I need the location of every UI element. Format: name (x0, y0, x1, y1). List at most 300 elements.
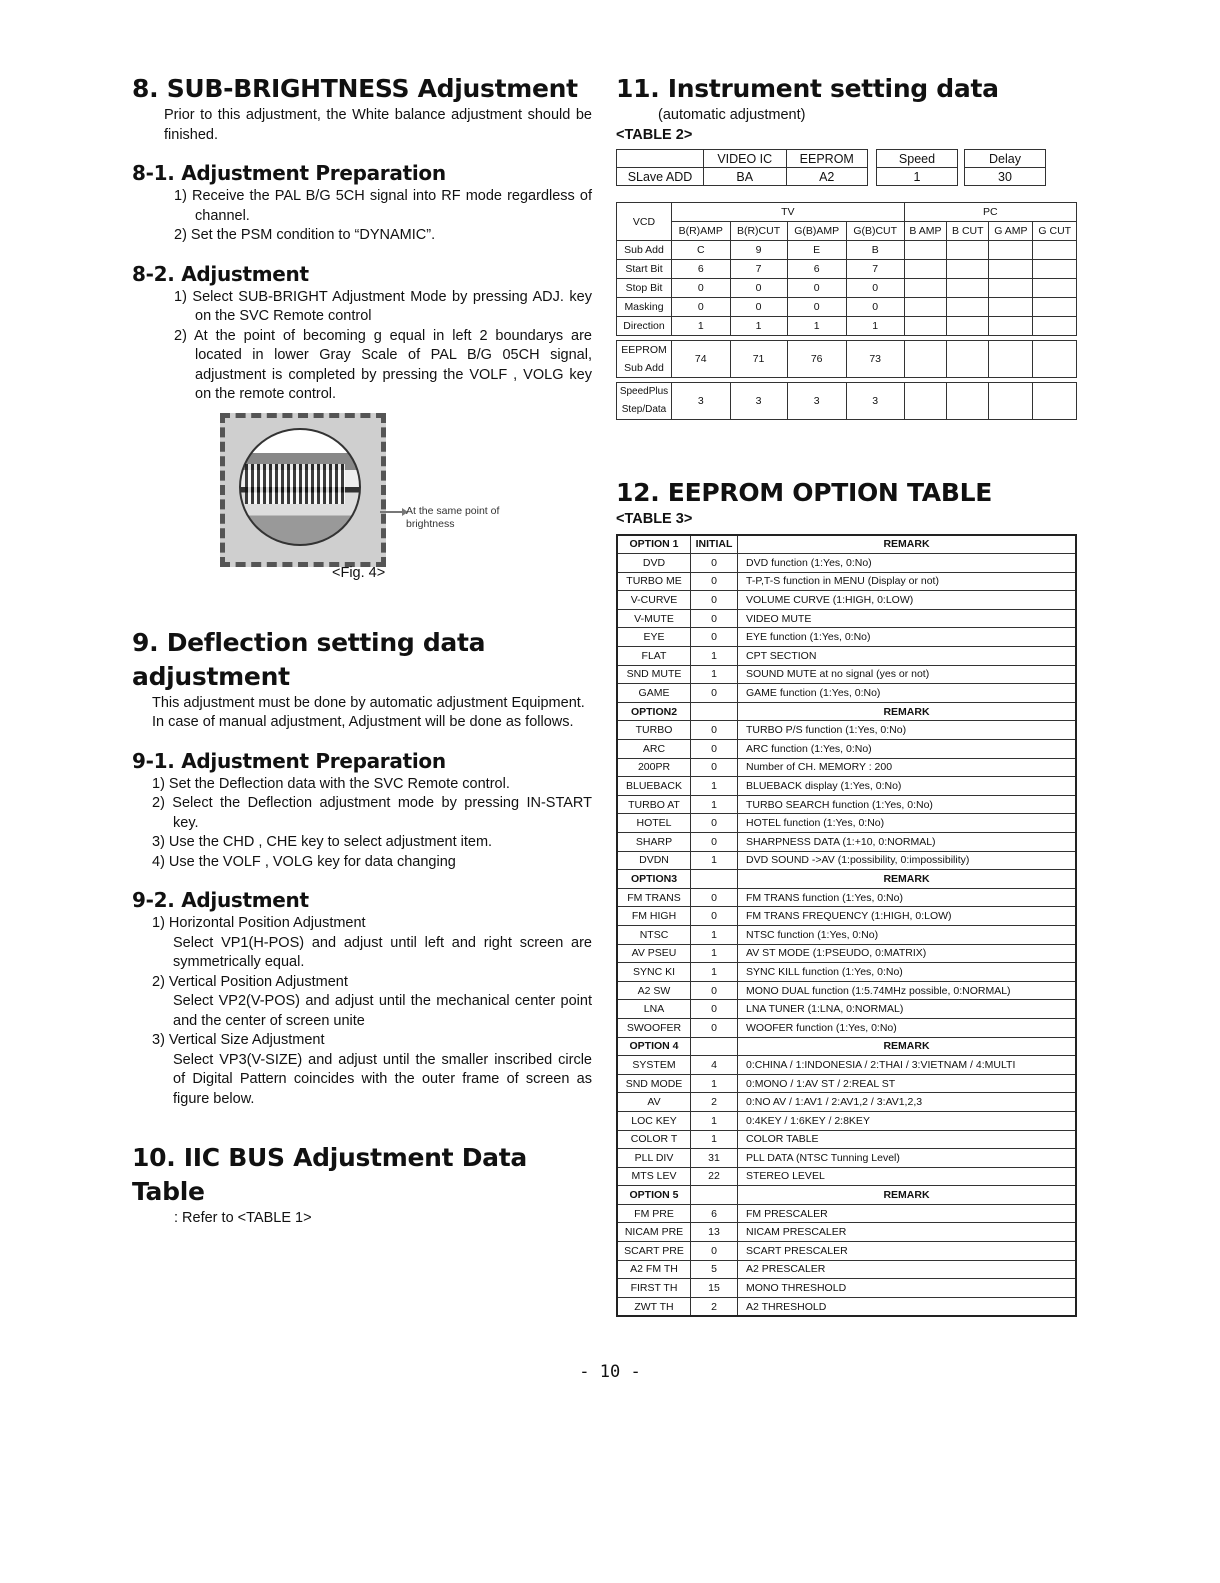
table-row (617, 851, 1076, 870)
row-label (617, 383, 672, 420)
cell: 0 (846, 279, 904, 298)
cell (904, 279, 947, 298)
cell: 7 (730, 260, 787, 279)
table-row (617, 814, 1076, 833)
option-key: COLOR T (617, 1130, 691, 1149)
table-3-label: <TABLE 3> (616, 511, 693, 527)
option-remark: T-P,T-S function in MENU (Display or not) (738, 572, 1077, 591)
option-remark: 0:CHINA / 1:INDONESIA / 2:THAI / 3:VIETNAM / 4:MULTI (738, 1056, 1077, 1075)
table-row (617, 833, 1076, 852)
section-9-2-body: Select VP1(H-POS) and adjust until left and right screen are symmetrically equal. (173, 934, 592, 970)
pc-header: PC (904, 203, 1076, 222)
cell (947, 317, 989, 336)
section-12-title: 12. EEPROM OPTION TABLE (616, 478, 992, 507)
section-10-title: 10. IIC BUS Adjustment Data Table (132, 1143, 527, 1206)
option-key: LNA (617, 1000, 691, 1019)
option-remark: VOLUME CURVE (1:HIGH, 0:LOW) (738, 591, 1077, 610)
option-initial: 31 (691, 1149, 738, 1168)
option-remark: NICAM PRESCALER (738, 1223, 1077, 1242)
option-remark: Number of CH. MEMORY : 200 (738, 758, 1077, 777)
option-initial: 1 (691, 795, 738, 814)
option-initial: 22 (691, 1167, 738, 1186)
table-row (617, 888, 1076, 907)
section-9-2-heading: 2) Vertical Position Adjustment (152, 973, 348, 990)
arrow-icon (380, 511, 404, 513)
option-key: SCART PRE (617, 1242, 691, 1261)
option-remark: LNA TUNER (1:LNA, 0:NORMAL) (738, 1000, 1077, 1019)
option-remark: 0:NO AV / 1:AV1 / 2:AV1,2 / 3:AV1,2,3 (738, 1093, 1077, 1112)
table-row (617, 260, 1077, 279)
option-key: V-MUTE (617, 609, 691, 628)
option-group-header (617, 1186, 1076, 1205)
option-initial: 5 (691, 1260, 738, 1279)
option-key: SYSTEM (617, 1056, 691, 1075)
cell (1033, 298, 1077, 317)
option-key: MTS LEV (617, 1167, 691, 1186)
table-row (617, 684, 1076, 703)
section-9-2-title: 9-2. Adjustment (132, 888, 309, 912)
cell (904, 260, 947, 279)
initial-header (691, 702, 738, 721)
option-remark: GAME function (1:Yes, 0:No) (738, 684, 1077, 703)
option-remark: PLL DATA (NTSC Tunning Level) (738, 1149, 1077, 1168)
col-header: G(B)CUT (846, 222, 904, 241)
option-remark: 0:4KEY / 1:6KEY / 2:8KEY (738, 1111, 1077, 1130)
delay-table (964, 149, 1046, 186)
option-remark: CPT SECTION (738, 647, 1077, 666)
option-name: OPTION 1 (617, 535, 691, 554)
option-remark: MONO DUAL function (1:5.74MHz possible, 0:NORMAL) (738, 981, 1077, 1000)
col-header: B CUT (947, 222, 989, 241)
option-initial: 0 (691, 609, 738, 628)
table-row (617, 944, 1076, 963)
cell: 3 (787, 383, 846, 420)
section-9-1-step: 2) Select the Deflection adjustment mode by pressing IN-START key. (152, 795, 592, 831)
option-key: AV PSEU (617, 944, 691, 963)
table-row (617, 341, 1077, 378)
option-initial: 1 (691, 647, 738, 666)
table-2-slave (616, 149, 1078, 189)
option-key: SWOOFER (617, 1018, 691, 1037)
cell: 0 (787, 279, 846, 298)
option-remark: SCART PRESCALER (738, 1242, 1077, 1261)
option-group-header (617, 535, 1076, 554)
option-initial: 6 (691, 1204, 738, 1223)
option-key: V-CURVE (617, 591, 691, 610)
option-key: SYNC KI (617, 963, 691, 982)
option-key: PLL DIV (617, 1149, 691, 1168)
option-remark: DVD function (1:Yes, 0:No) (738, 554, 1077, 573)
speed-value: 1 (877, 168, 958, 186)
row-label: Sub Add (617, 241, 672, 260)
remark-header: REMARK (738, 1186, 1077, 1205)
option-initial: 1 (691, 1074, 738, 1093)
table-row (617, 1242, 1076, 1261)
row-label (617, 341, 672, 378)
option-initial: 0 (691, 1000, 738, 1019)
section-9-2-heading: 1) Horizontal Position Adjustment (152, 915, 366, 931)
option-key: FLAT (617, 647, 691, 666)
option-key: TURBO ME (617, 572, 691, 591)
option-key: NICAM PRE (617, 1223, 691, 1242)
option-name: OPTION 4 (617, 1037, 691, 1056)
option-remark: COLOR TABLE (738, 1130, 1077, 1149)
table-row (617, 647, 1076, 666)
option-remark: TURBO P/S function (1:Yes, 0:No) (738, 721, 1077, 740)
row-label-line: EEPROM (621, 344, 667, 356)
cell (1033, 279, 1077, 298)
table-row (617, 721, 1076, 740)
cell (989, 241, 1033, 260)
cell: 0 (672, 298, 731, 317)
option-remark: EYE function (1:Yes, 0:No) (738, 628, 1077, 647)
table-row (617, 740, 1076, 759)
option-key: SND MUTE (617, 665, 691, 684)
option-initial: 0 (691, 981, 738, 1000)
section-9-intro: In case of manual adjustment, Adjustment will be done as follows. (152, 714, 574, 730)
option-remark: FM PRESCALER (738, 1204, 1077, 1223)
cell (989, 341, 1033, 378)
option-initial: 15 (691, 1279, 738, 1298)
cell (947, 383, 989, 420)
section-10-sub: : Refer to <TABLE 1> (174, 1210, 312, 1226)
table-row (617, 1149, 1076, 1168)
option-remark: SHARPNESS DATA (1:+10, 0:NORMAL) (738, 833, 1077, 852)
option-initial: 1 (691, 963, 738, 982)
table-row (617, 241, 1077, 260)
figure-4 (220, 413, 520, 588)
section-9-intro: This adjustment must be done by automatic adjustment Equipment. (152, 694, 585, 711)
section-8-2-step: 2) At the point of becoming g equal in left 2 boundarys are located in lower Gray Scale of PAL B/G 05CH signal, adjustment is completed by pressing the VOLF , VOLG key on the remote control. (174, 327, 592, 402)
cell: 3 (672, 383, 731, 420)
test-pattern-bars (245, 464, 345, 504)
cell (1033, 241, 1077, 260)
cell: 1 (846, 317, 904, 336)
cell: 9 (730, 241, 787, 260)
option-key: LOC KEY (617, 1111, 691, 1130)
option-initial: 2 (691, 1297, 738, 1316)
speed-header: Speed (877, 150, 958, 168)
option-initial: 0 (691, 1018, 738, 1037)
table-2-label: <TABLE 2> (616, 126, 693, 143)
cell: E (787, 241, 846, 260)
vcd-corner: VCD (617, 203, 672, 241)
option-initial: 1 (691, 851, 738, 870)
col-header: G CUT (1033, 222, 1077, 241)
option-remark: VIDEO MUTE (738, 609, 1077, 628)
cell: B (846, 241, 904, 260)
table-row (617, 554, 1076, 573)
option-remark: AV ST MODE (1:PSEUDO, 0:MATRIX) (738, 944, 1077, 963)
section-9-2-body: Select VP3(V-SIZE) and adjust until the smaller inscribed circle of Digital Pattern coincides with the outer frame of screen as figure below. (173, 1051, 592, 1107)
option-remark: SYNC KILL function (1:Yes, 0:No) (738, 963, 1077, 982)
col-header: B AMP (904, 222, 947, 241)
table-row (617, 1260, 1076, 1279)
option-remark: FM TRANS FREQUENCY (1:HIGH, 0:LOW) (738, 907, 1077, 926)
table-row (617, 795, 1076, 814)
remark-header: REMARK (738, 702, 1077, 721)
eeprom-value: A2 (786, 168, 868, 186)
cell (989, 279, 1033, 298)
speed-table (876, 149, 958, 186)
col-header: G(B)AMP (787, 222, 846, 241)
option-key: A2 SW (617, 981, 691, 1000)
table-row (617, 572, 1076, 591)
option-remark: NTSC function (1:Yes, 0:No) (738, 925, 1077, 944)
initial-header (691, 870, 738, 889)
cell (904, 241, 947, 260)
figure-caption: <Fig. 4> (332, 564, 386, 581)
table-row (617, 298, 1077, 317)
cell: 71 (730, 341, 787, 378)
cell: 0 (672, 279, 731, 298)
cell: 6 (672, 260, 731, 279)
section-8-1-title: 8-1. Adjustment Preparation (132, 161, 446, 185)
table-row (617, 1056, 1076, 1075)
option-remark: MONO THRESHOLD (738, 1279, 1077, 1298)
cell: 1 (787, 317, 846, 336)
row-label-line: Sub Add (624, 362, 664, 374)
cell: C (672, 241, 731, 260)
option-initial: 0 (691, 591, 738, 610)
table-row (617, 1093, 1076, 1112)
option-initial: 0 (691, 684, 738, 703)
option-key: DVDN (617, 851, 691, 870)
cell (947, 260, 989, 279)
option-remark: DVD SOUND ->AV (1:possibility, 0:impossibility) (738, 851, 1077, 870)
option-key: TURBO (617, 721, 691, 740)
section-11-sub: (automatic adjustment) (658, 107, 806, 123)
table-row (617, 383, 1077, 420)
option-initial: 0 (691, 907, 738, 926)
delay-header: Delay (965, 150, 1046, 168)
initial-header (691, 1186, 738, 1205)
cell: 7 (846, 260, 904, 279)
option-remark: STEREO LEVEL (738, 1167, 1077, 1186)
table-row (617, 609, 1076, 628)
option-initial: 1 (691, 1130, 738, 1149)
cell: 3 (846, 383, 904, 420)
row-label: Masking (617, 298, 672, 317)
table-row (617, 1074, 1076, 1093)
table-row (617, 1279, 1076, 1298)
option-initial: 0 (691, 740, 738, 759)
slave-add-table (616, 149, 868, 186)
option-initial: 1 (691, 944, 738, 963)
cell (904, 383, 947, 420)
cell: 76 (787, 341, 846, 378)
option-key: NTSC (617, 925, 691, 944)
table-row (617, 591, 1076, 610)
section-8-1-step: 2) Set the PSM condition to “DYNAMIC”. (174, 227, 436, 243)
option-name: OPTION3 (617, 870, 691, 889)
table-row (617, 925, 1076, 944)
option-remark: HOTEL function (1:Yes, 0:No) (738, 814, 1077, 833)
option-remark: A2 PRESCALER (738, 1260, 1077, 1279)
option-key: AV (617, 1093, 691, 1112)
option-key: ZWT TH (617, 1297, 691, 1316)
table-row (617, 1130, 1076, 1149)
table-row (617, 665, 1076, 684)
option-remark: ARC function (1:Yes, 0:No) (738, 740, 1077, 759)
option-initial: 13 (691, 1223, 738, 1242)
cell (947, 298, 989, 317)
option-initial: 1 (691, 777, 738, 796)
cell (989, 260, 1033, 279)
remark-header: REMARK (738, 535, 1077, 554)
row-label-line: Step/Data (621, 404, 667, 415)
vcd-table (616, 202, 1077, 420)
option-key: FM PRE (617, 1204, 691, 1223)
row-label: Start Bit (617, 260, 672, 279)
cell: 6 (787, 260, 846, 279)
option-initial: 0 (691, 628, 738, 647)
option-group-header (617, 870, 1076, 889)
cell (904, 341, 947, 378)
cell: 0 (846, 298, 904, 317)
video-ic-value: BA (704, 168, 787, 186)
option-name: OPTION2 (617, 702, 691, 721)
section-9-1-title: 9-1. Adjustment Preparation (132, 748, 446, 773)
table-row (617, 628, 1076, 647)
cell (989, 383, 1033, 420)
cell (989, 298, 1033, 317)
cell (1033, 383, 1077, 420)
cell: 1 (730, 317, 787, 336)
option-key: HOTEL (617, 814, 691, 833)
option-initial: 4 (691, 1056, 738, 1075)
option-initial: 0 (691, 833, 738, 852)
cell: 0 (730, 298, 787, 317)
option-key: GAME (617, 684, 691, 703)
option-key: A2 FM TH (617, 1260, 691, 1279)
section-9-title: 9. Deflection setting data adjustment (132, 627, 486, 691)
option-remark: FM TRANS function (1:Yes, 0:No) (738, 888, 1077, 907)
option-key: EYE (617, 628, 691, 647)
option-remark: 0:MONO / 1:AV ST / 2:REAL ST (738, 1074, 1077, 1093)
table-row (617, 1297, 1076, 1316)
initial-header (691, 1037, 738, 1056)
video-ic-header: VIDEO IC (704, 150, 787, 168)
option-initial: 1 (691, 665, 738, 684)
delay-value: 30 (965, 168, 1046, 186)
eeprom-option-body (617, 535, 1076, 1317)
initial-header: INITIAL (691, 535, 738, 554)
option-key: 200PR (617, 758, 691, 777)
slave-add-label: SLave ADD (617, 168, 704, 186)
cell (1033, 341, 1077, 378)
eeprom-header: EEPROM (786, 150, 868, 168)
section-9-1-step: 4) Use the VOLF , VOLG key for data changing (152, 853, 456, 870)
table-row (617, 907, 1076, 926)
section-11-title: 11. Instrument setting data (616, 74, 999, 103)
option-initial: 0 (691, 1242, 738, 1261)
option-key: DVD (617, 554, 691, 573)
cell: 73 (846, 341, 904, 378)
section-8-1-step: 1) Receive the PAL B/G 5CH signal into RF mode regardless of channel. (174, 188, 592, 224)
right-column (616, 72, 1078, 1317)
remark-header: REMARK (738, 870, 1077, 889)
cell (1033, 317, 1077, 336)
cell (1033, 260, 1077, 279)
left-column (132, 72, 592, 1229)
option-initial: 2 (691, 1093, 738, 1112)
eeprom-option-table (616, 534, 1077, 1318)
cell: 0 (730, 279, 787, 298)
option-group-header (617, 702, 1076, 721)
table-row (617, 777, 1076, 796)
option-remark: TURBO SEARCH function (1:Yes, 0:No) (738, 795, 1077, 814)
option-key: TURBO AT (617, 795, 691, 814)
cell: 1 (672, 317, 731, 336)
table-row (617, 317, 1077, 336)
option-key: BLUEBACK (617, 777, 691, 796)
section-8-2-step: 1) Select SUB-BRIGHT Adjustment Mode by pressing ADJ. key on the SVC Remote control (174, 288, 592, 324)
table-row (617, 1167, 1076, 1186)
section-9-1-step: 1) Set the Deflection data with the SVC Remote control. (152, 775, 510, 792)
option-initial: 1 (691, 925, 738, 944)
table-row (617, 981, 1076, 1000)
cell: 3 (730, 383, 787, 420)
cell (904, 317, 947, 336)
col-header: G AMP (989, 222, 1033, 241)
table-row (617, 279, 1077, 298)
option-remark: A2 THRESHOLD (738, 1297, 1077, 1316)
section-8-title: 8. SUB-BRIGHTNESS Adjustment (132, 74, 578, 103)
option-remark: BLUEBACK display (1:Yes, 0:No) (738, 777, 1077, 796)
table-row (617, 1111, 1076, 1130)
cell (904, 298, 947, 317)
section-9-2-heading: 3) Vertical Size Adjustment (152, 1032, 325, 1048)
figure-note: At the same point of brightness (406, 504, 500, 530)
option-initial: 0 (691, 721, 738, 740)
col-header: B(R)CUT (730, 222, 787, 241)
option-remark: WOOFER function (1:Yes, 0:No) (738, 1018, 1077, 1037)
option-key: FM HIGH (617, 907, 691, 926)
option-initial: 0 (691, 814, 738, 833)
section-9-2-body: Select VP2(V-POS) and adjust until the mechanical center point and the center of screen unite (173, 993, 592, 1029)
option-key: SND MODE (617, 1074, 691, 1093)
table-row (617, 1000, 1076, 1019)
section-8-intro: Prior to this adjustment, the White balance adjustment should be finished. (164, 107, 592, 143)
option-key: FIRST TH (617, 1279, 691, 1298)
cell (947, 279, 989, 298)
option-group-header (617, 1037, 1076, 1056)
option-initial: 0 (691, 888, 738, 907)
cell (947, 241, 989, 260)
remark-header: REMARK (738, 1037, 1077, 1056)
tv-header: TV (672, 203, 905, 222)
table-row (617, 1223, 1076, 1242)
cell: 0 (787, 298, 846, 317)
option-key: FM TRANS (617, 888, 691, 907)
section-9-1-step: 3) Use the CHD , CHE key to select adjustment item. (152, 834, 493, 850)
option-key: ARC (617, 740, 691, 759)
option-initial: 1 (691, 1111, 738, 1130)
table-row (617, 758, 1076, 777)
option-remark: SOUND MUTE at no signal (yes or not) (738, 665, 1077, 684)
test-pattern-image (220, 413, 386, 567)
cell: 74 (672, 341, 731, 378)
table-row (617, 1204, 1076, 1223)
option-initial: 0 (691, 554, 738, 573)
col-header: B(R)AMP (672, 222, 731, 241)
table-row (617, 1018, 1076, 1037)
cell (947, 341, 989, 378)
row-label-line: SpeedPlus (619, 386, 669, 397)
option-name: OPTION 5 (617, 1186, 691, 1205)
section-8-2-title: 8-2. Adjustment (132, 261, 309, 286)
